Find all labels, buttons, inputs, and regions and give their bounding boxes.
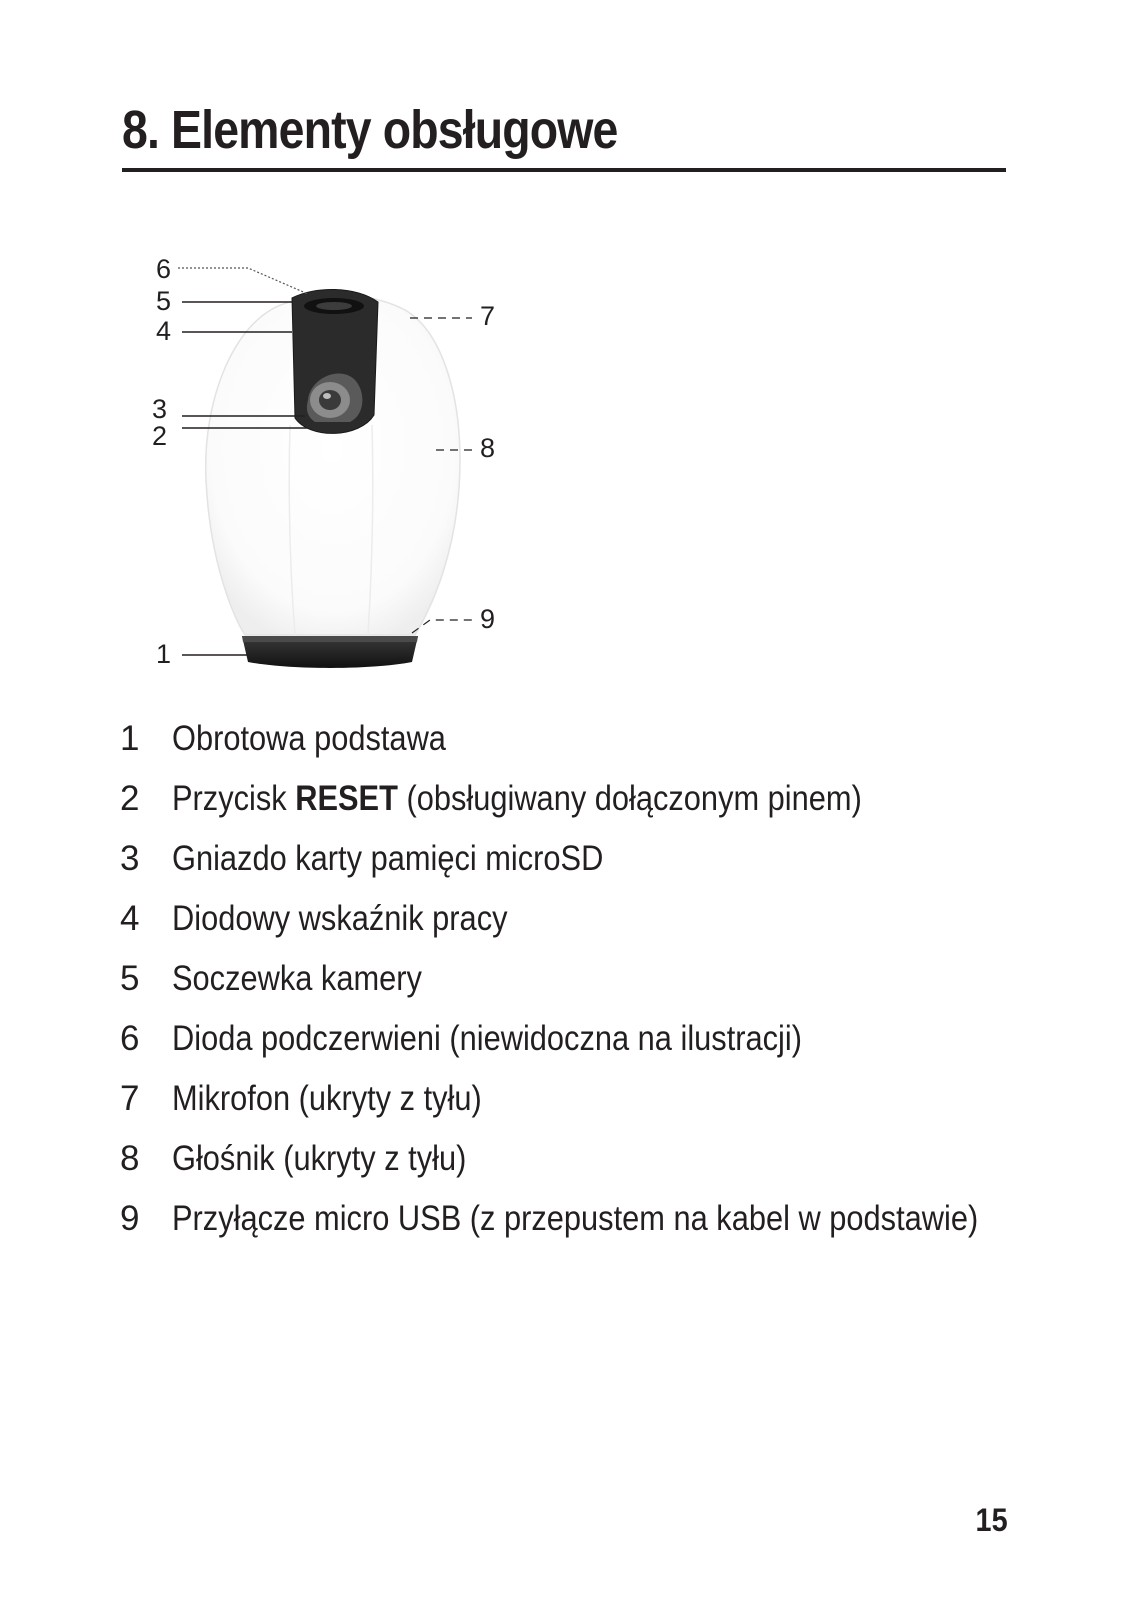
item-text: Gniazdo karty pamięci microSD [172, 839, 604, 878]
list-item [120, 778, 1088, 838]
item-text: Głośnik (ukryty z tyłu) [172, 1139, 467, 1178]
item-text: Obrotowa podstawa [172, 719, 446, 758]
list-item [120, 838, 1088, 898]
item-text: Mikrofon (ukryty z tyłu) [172, 1079, 482, 1118]
reset-label: RESET [295, 779, 398, 818]
item-number: 1 [120, 719, 140, 758]
callout-7: 7 [480, 301, 496, 331]
list-item [120, 1138, 1088, 1198]
camera-diagram [140, 250, 540, 690]
item-number: 9 [120, 1199, 140, 1238]
title-divider [122, 168, 1006, 172]
callout-6: 6 [156, 254, 172, 284]
callout-2: 2 [152, 421, 168, 451]
list-item [120, 1018, 1088, 1078]
list-item [120, 898, 1088, 958]
camera-illustration [140, 250, 540, 690]
item-text: Soczewka kamery [172, 959, 422, 998]
item-number: 3 [120, 839, 140, 878]
item-text: Przyłącze micro USB (z przepustem na kabel w podstawie) [172, 1199, 979, 1238]
callout-4: 4 [156, 316, 172, 346]
item-text: Przycisk RESET (obsługiwany dołączonym pinem) [172, 779, 862, 818]
list-item [120, 1078, 1088, 1138]
item-text: Diodowy wskaźnik pracy [172, 899, 508, 938]
item-number: 6 [120, 1019, 140, 1058]
list-item [120, 1198, 1088, 1258]
list-item [120, 718, 1088, 778]
component-list [120, 718, 1088, 1258]
list-item [120, 958, 1088, 1018]
callout-1: 1 [156, 639, 172, 669]
item-number: 8 [120, 1139, 140, 1178]
callout-8: 8 [480, 433, 496, 463]
page-number: 15 [975, 1502, 1008, 1538]
item-number: 4 [120, 899, 140, 938]
callout-3: 3 [152, 394, 168, 424]
item-number: 2 [120, 779, 140, 818]
item-number: 5 [120, 959, 140, 998]
page-title: 8. Elementy obsługowe [122, 100, 618, 160]
callout-9: 9 [480, 604, 496, 634]
item-text: Dioda podczerwieni (niewidoczna na ilustracji) [172, 1019, 802, 1058]
item-number: 7 [120, 1079, 140, 1118]
callout-5: 5 [156, 286, 172, 316]
